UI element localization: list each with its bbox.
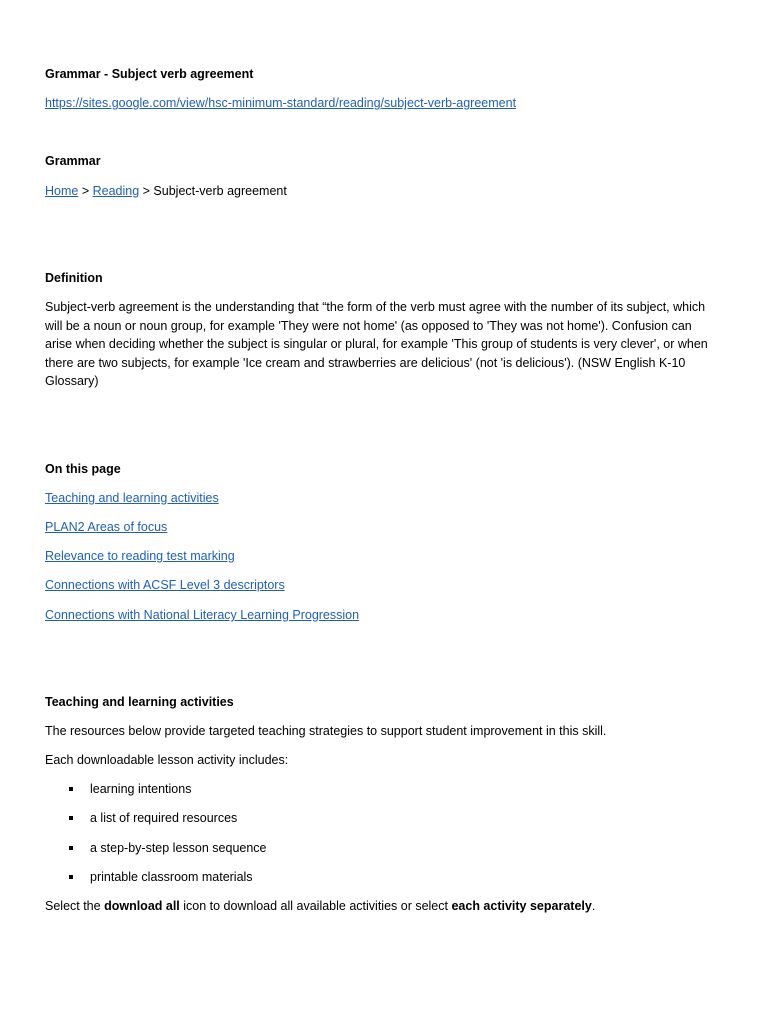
list-item-text: printable classroom materials [90, 870, 253, 884]
instruction-emphasis: download all [104, 899, 180, 913]
toc-link-anchor[interactable]: PLAN2 Areas of focus [45, 520, 168, 534]
breadcrumb-separator: > [139, 184, 154, 198]
toc-link-anchor[interactable]: Relevance to reading test marking [45, 549, 235, 563]
instruction-emphasis: each activity separately [451, 899, 592, 913]
instruction-text: . [591, 899, 596, 913]
teaching-intro: The resources below provide targeted teaching strategies to support student improvement in this skill. [45, 724, 607, 738]
teaching-lead: Each downloadable lesson activity includes: [45, 753, 289, 767]
source-url-anchor[interactable]: https://sites.google.com/view/hsc-minimum-standard/reading/subject-verb-agreement [45, 96, 517, 110]
instruction-text: Select the [45, 899, 105, 913]
bullet-icon [69, 846, 73, 850]
section-title: Grammar [45, 154, 101, 168]
toc-link-anchor[interactable]: Connections with National Literacy Learning Progression [45, 608, 360, 622]
list-item-text: a step-by-step lesson sequence [90, 841, 267, 855]
toc-link-anchor[interactable]: Connections with ACSF Level 3 descriptors [45, 578, 285, 592]
definition-text: Subject-verb agreement is the understanding that “the form of the verb must agree with the number of its subject, which will be a noun or noun group, for example 'They were not home' (as opposed to 'They was not home'). Confusion can arise when deciding whether the subject is singular or plural, for example 'This group of students is very clever', or when there are two subjects, for example 'Ice cream and strawberries are delicious' (not 'is delicious'). (NSW English K-10 Glossary) [45, 300, 708, 389]
toc-link-anchor[interactable]: Teaching and learning activities [45, 491, 219, 505]
breadcrumb-separator: > [78, 184, 93, 198]
source-url-link[interactable] [45, 94, 725, 113]
instruction-text: icon to download all available activities or select [179, 899, 452, 913]
bullet-icon [69, 875, 73, 879]
breadcrumb-home-link[interactable]: Home [45, 184, 79, 198]
bullet-icon [69, 787, 73, 791]
definition-heading: Definition [45, 271, 103, 285]
toc-link-relevance[interactable] [45, 547, 725, 566]
list-item-text: a list of required resources [90, 811, 238, 825]
bullet-icon [69, 816, 73, 820]
document-title: Grammar - Subject verb agreement [45, 67, 254, 81]
breadcrumb-current: Subject-verb agreement [153, 184, 287, 198]
toc-link-acsf[interactable] [45, 576, 725, 595]
on-this-page-heading: On this page [45, 462, 121, 476]
toc-link-teaching[interactable] [45, 489, 725, 508]
list-item-text: learning intentions [90, 782, 192, 796]
download-instructions [45, 897, 725, 916]
toc-link-progression[interactable] [45, 606, 725, 625]
breadcrumb-reading-link[interactable]: Reading [92, 184, 140, 198]
toc-link-plan2[interactable] [45, 518, 725, 537]
teaching-heading: Teaching and learning activities [45, 695, 234, 709]
breadcrumb [45, 182, 725, 201]
